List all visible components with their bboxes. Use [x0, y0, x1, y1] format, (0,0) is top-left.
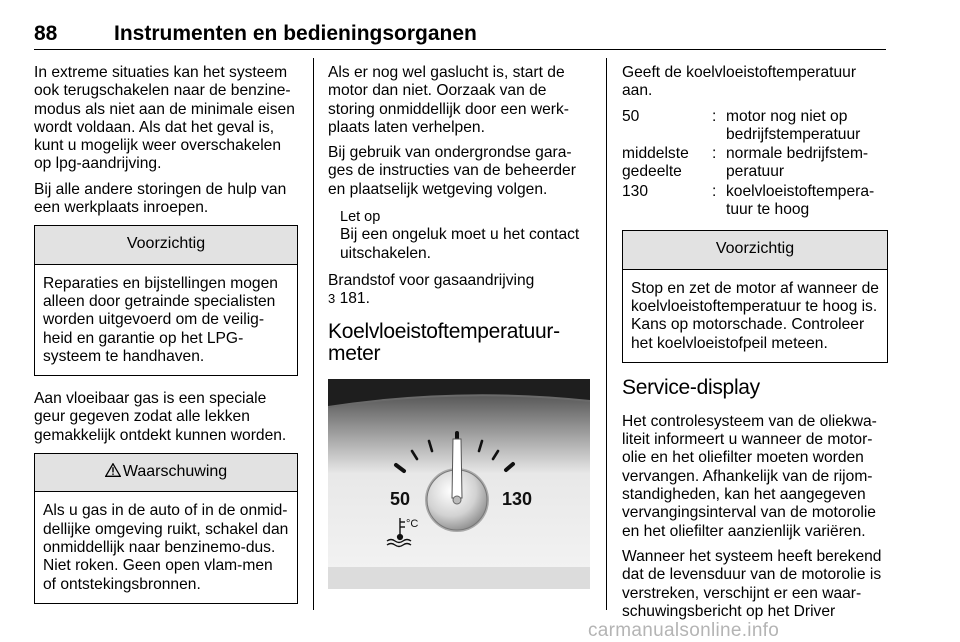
paragraph: Bij gebruik van ondergrondse gara-ges de instructies van de beheerder en plaatselijk wetgeving volgen.	[328, 144, 576, 198]
spec-sep: :	[712, 182, 717, 200]
spec-term: 130	[622, 182, 649, 200]
caution-box-text: Reparaties en bijstellingen mogen alleen door getrainde specialisten worden uitgevoerd om de veilig-heid en garantie op het LPG-systeem te handhaven.	[43, 274, 278, 365]
spec-desc: normale bedrijfstem-peratuur	[726, 145, 869, 181]
section-heading: Koelvloeistoftemperatuur-meter	[328, 319, 560, 365]
spec-desc: motor nog niet op bedrijfstemperatuur	[726, 107, 861, 143]
spec-sep: :	[712, 107, 717, 125]
column-3	[622, 64, 888, 628]
spec-sep: :	[712, 145, 717, 163]
page-title: Instrumenten en bedieningsorganen	[114, 22, 477, 45]
page-number: 88	[34, 22, 58, 45]
spec-term: middelste gedeelte	[622, 145, 689, 181]
cross-reference	[328, 272, 590, 309]
page-reference-arrow-icon: 3	[328, 291, 336, 307]
paragraph: Het controlesysteem van de oliekwa-liteit informeert u wanneer de motor-olie en het oliefilter moeten worden vervangen. Afhankelijk van de rijom-standigheden, kan het aangegeven vervangingsinterval van de motorolie en het oliefilter aanzienlijk variëren.	[622, 412, 877, 540]
paragraph: Als er nog wel gaslucht is, start de motor dan niet. Oorzaak van de storing onmiddellijk door een werk-plaats laten verhelpen.	[328, 64, 569, 136]
page-reference-link[interactable]: 181.	[339, 290, 370, 308]
note	[340, 208, 590, 263]
spec-list	[622, 108, 888, 221]
warning-box-title: Waarschuwing	[122, 463, 228, 481]
gauge-label-high: 130	[502, 488, 533, 509]
column-2	[328, 64, 590, 589]
warning-triangle-icon	[105, 463, 121, 477]
caution-box	[622, 230, 888, 362]
column-1	[34, 64, 298, 618]
caution-box-title: Voorzichtig	[35, 226, 297, 264]
paragraph: Geeft de koelvloeistoftemperatuur aan.	[622, 64, 857, 100]
paragraph: Bij alle andere storingen de hulp van een werkplaats inroepen.	[34, 180, 287, 217]
caution-box-title: Voorzichtig	[623, 231, 887, 269]
paragraph: Wanneer het systeem heeft berekend dat de levensduur van de motorolie is verstreken, verschijnt er een waar-schuwingsbericht op het Driver	[622, 547, 882, 620]
warning-box	[34, 453, 298, 604]
paragraph: Aan vloeibaar gas is een speciale geur gegeven zodat alle lekken gemakkelijk ontdekt kunnen worden.	[34, 390, 287, 444]
watermark: carmanualsonline.info	[588, 620, 780, 641]
gauge-label-low: 50	[390, 488, 411, 509]
caution-box	[34, 225, 298, 376]
spec-desc: koelvloeistoftempera-tuur te hoog	[726, 182, 875, 219]
warning-box-text: Als u gas in de auto of in de onmid-dellijke omgeving ruikt, schakel dan onmiddellijk naar benzinemo-dus. Niet roken. Geen open vlam-men of ontstekingsbronnen.	[43, 502, 289, 593]
column-divider-1	[313, 58, 314, 610]
column-divider-2	[606, 58, 607, 610]
section-heading: Service-display	[622, 375, 760, 399]
spec-term: 50	[622, 107, 640, 125]
paragraph: In extreme situaties kan het systeem ook terugschakelen naar de benzine-modus als niet aan de minimale eisen wordt voldaan. Als dat het geval is, kunt u mogelijk weer overschakelen op lpg-aandrijving.	[34, 64, 295, 173]
note-text: Bij een ongeluk moet u het contact uitschakelen.	[340, 226, 580, 262]
reference-text: Brandstof voor gasaandrijving	[328, 271, 535, 289]
header-rule	[34, 49, 886, 50]
warning-box-header	[35, 454, 297, 492]
caution-box-text: Stop en zet de motor af wanneer de koelvloeistoftemperatuur te hoog is. Kans op motorschade. Controleer het koelvloeistofpeil meteen.	[631, 279, 879, 352]
gauge-unit: °C	[406, 517, 419, 530]
coolant-temperature-gauge-image	[328, 379, 590, 589]
note-title: Let op	[340, 209, 381, 226]
page-header	[34, 22, 886, 50]
